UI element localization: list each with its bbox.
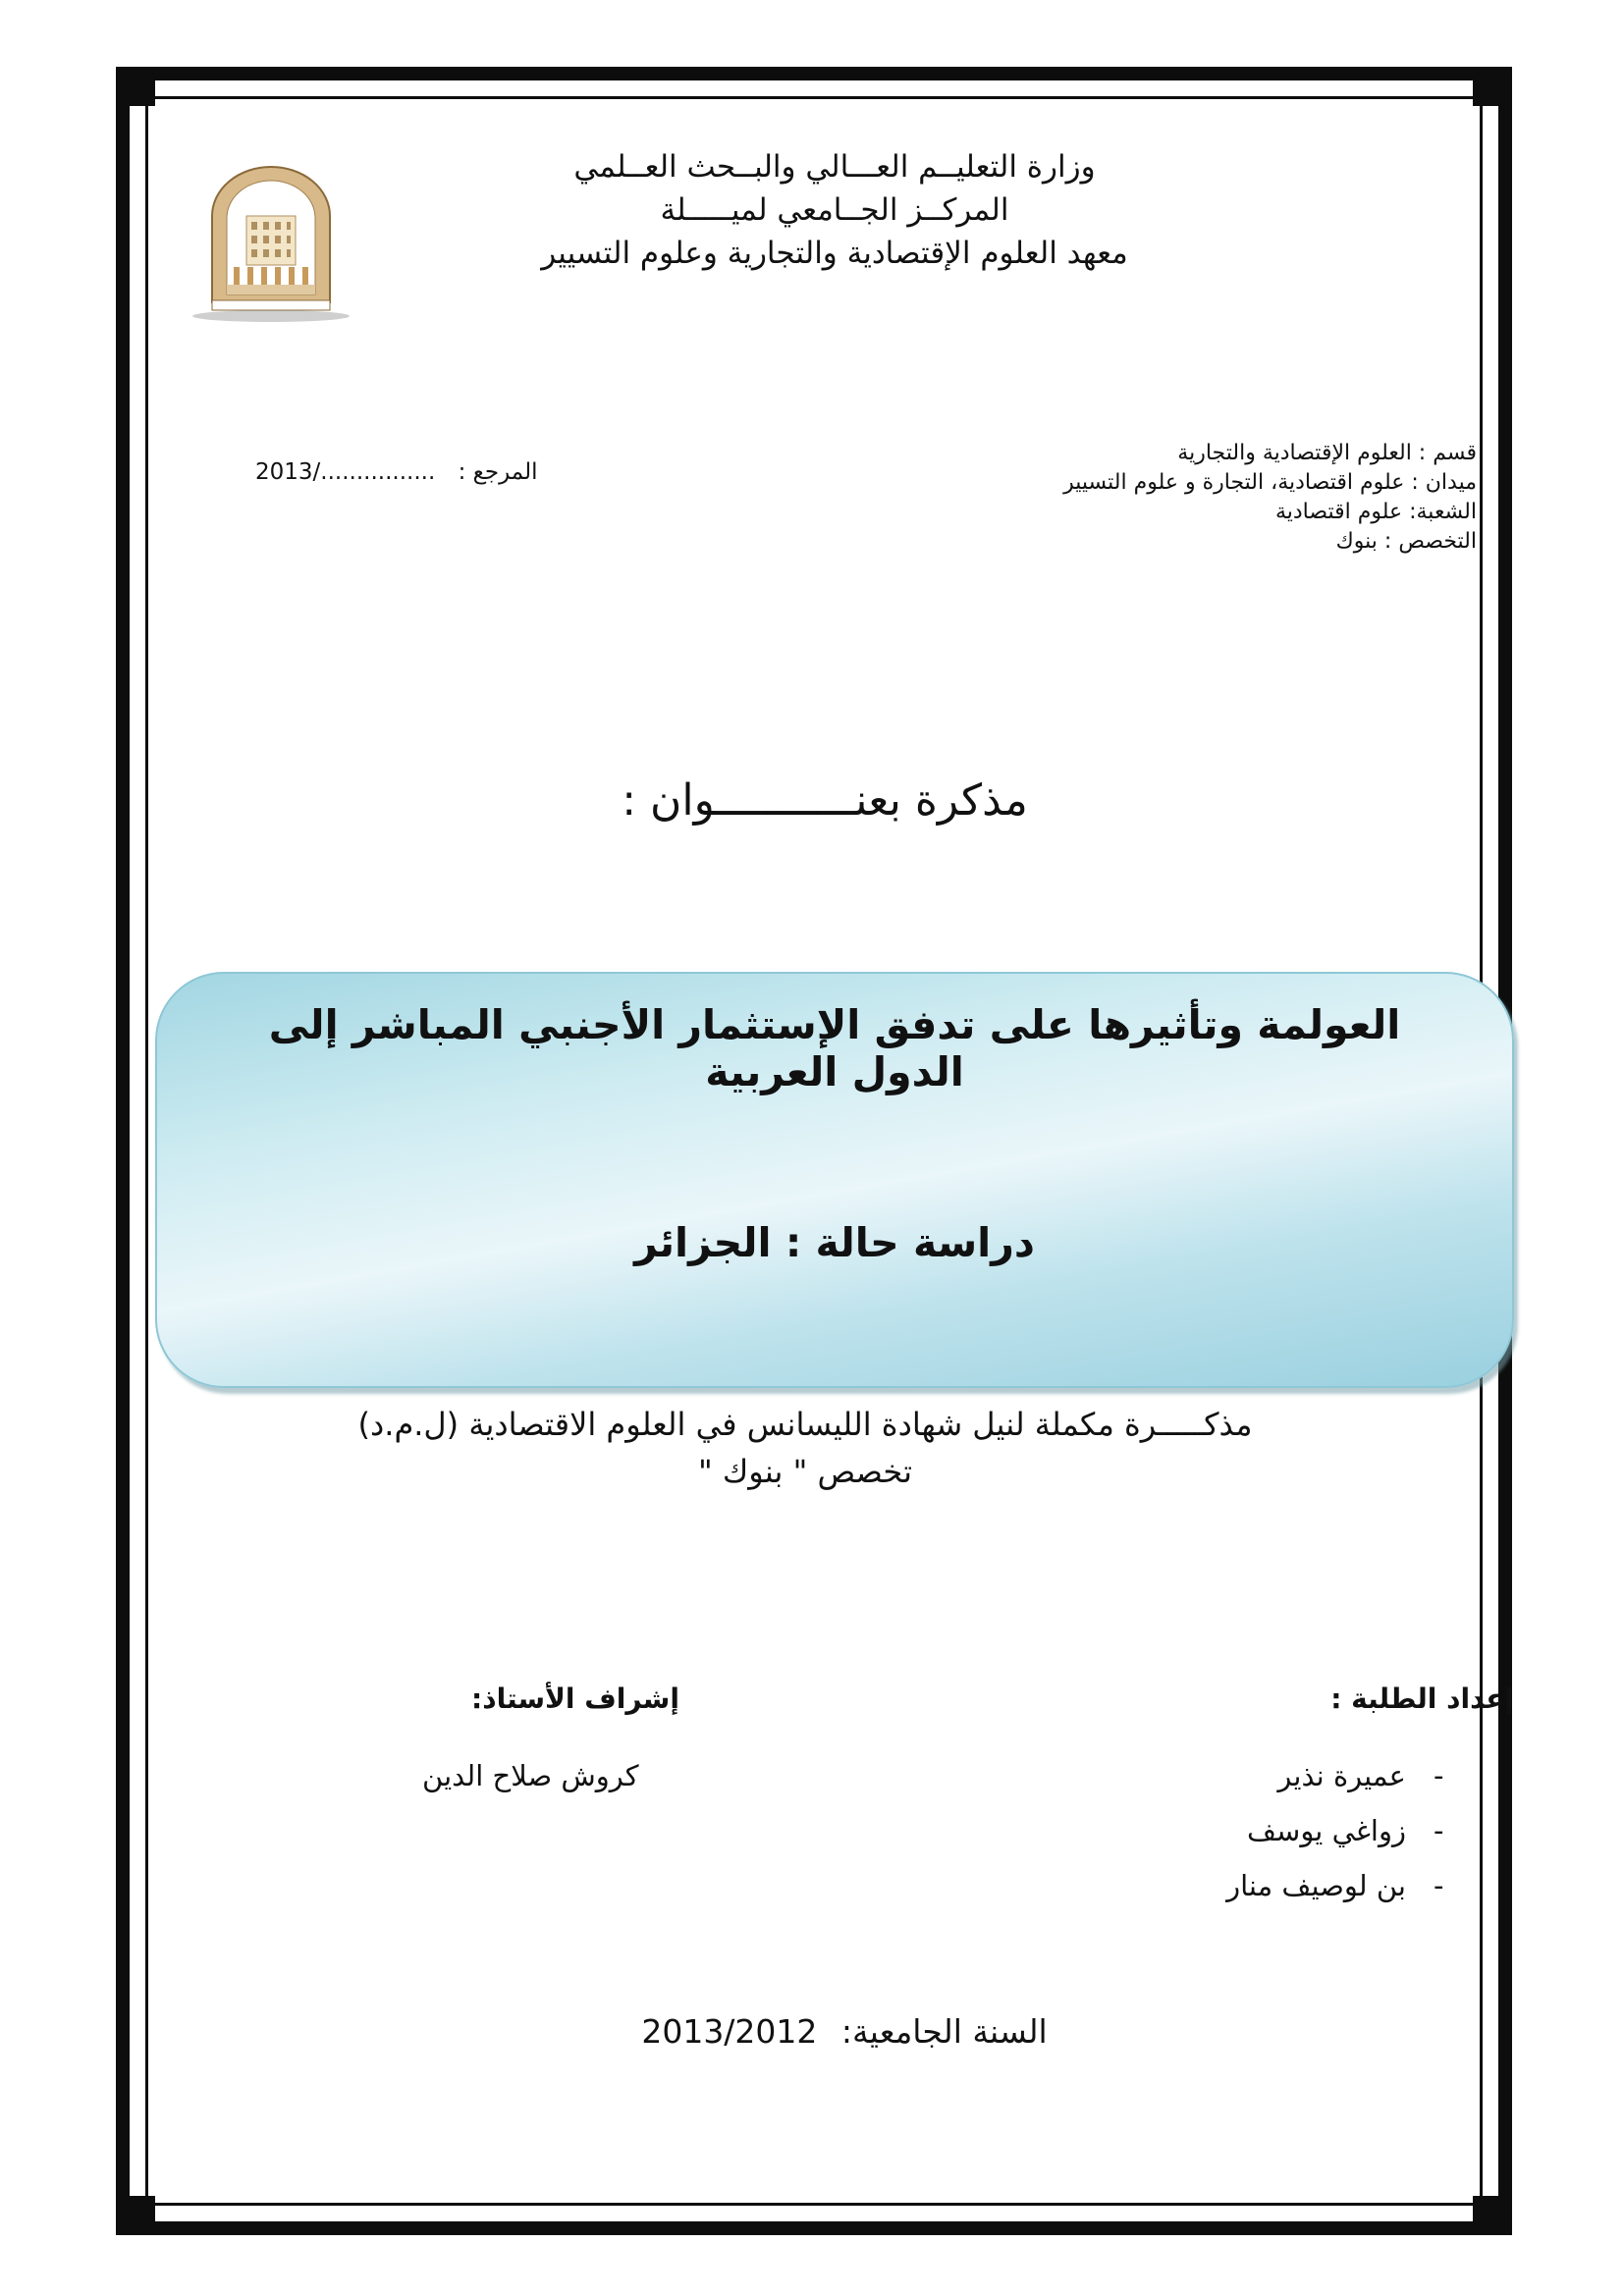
thesis-title: العولمة وتأثيرها على تدفق الإستثمار الأجنبي المباشر إلى الدول العربية <box>268 1001 1401 1095</box>
list-bullet: - <box>1434 1759 1444 1792</box>
frame-corner <box>116 67 155 106</box>
institute-line: معهد العلوم الإقتصادية والتجارية وعلوم التسيير <box>541 236 1128 271</box>
department-field: ميدان : علوم اقتصادية، التجارة و علوم التسيير <box>1063 470 1477 495</box>
students-heading: إعداد الطلبة : <box>1330 1682 1514 1715</box>
supervisor-name: كروش صلاح الدين <box>422 1759 639 1792</box>
memo-label: مذكرة بعنـــــــــــوان : <box>622 775 1028 826</box>
list-bullet: - <box>1434 1869 1444 1902</box>
academic-year <box>628 2012 1060 2051</box>
degree-line: مذكـــــرة مكملة لنيل شهادة الليسانس في العلوم الاقتصادية (ل.م.د) <box>357 1406 1253 1443</box>
frame-corner <box>116 2196 155 2235</box>
reference-value: 2013/................ <box>255 459 436 485</box>
ministry-line: وزارة التعليــم العـــالي والبــحث العــلمي <box>573 149 1096 185</box>
student-name-1: عميرة نذير <box>1277 1759 1406 1792</box>
reference-label: المرجع : <box>458 459 538 485</box>
frame-corner <box>1473 67 1512 106</box>
department-specialty: التخصص : بنوك <box>1335 529 1477 554</box>
academic-year-label: السنة الجامعية: <box>840 2012 1048 2051</box>
frame-corner <box>1473 2196 1512 2235</box>
student-name-2: زواغي يوسف <box>1247 1814 1406 1847</box>
reference-field <box>255 459 537 485</box>
specialty-line: تخصص " بنوك " <box>698 1453 912 1490</box>
center-line: المركــز الجــامعي لميـــــلة <box>660 192 1009 228</box>
title-box <box>155 972 1514 1388</box>
case-study-title: دراسة حالة : الجزائر <box>634 1219 1035 1266</box>
department-branch: الشعبة: علوم اقتصادية <box>1274 500 1477 524</box>
university-logo-icon <box>192 157 399 324</box>
supervisor-heading: إشراف الأستاذ: <box>471 1682 679 1715</box>
department-section: قسم : العلوم الإقتصادية والتجارية <box>1177 441 1477 465</box>
student-name-3: بن لوصيف منار <box>1226 1869 1406 1902</box>
list-bullet: - <box>1434 1814 1444 1847</box>
academic-year-value: 2013/2012 <box>641 2012 818 2051</box>
